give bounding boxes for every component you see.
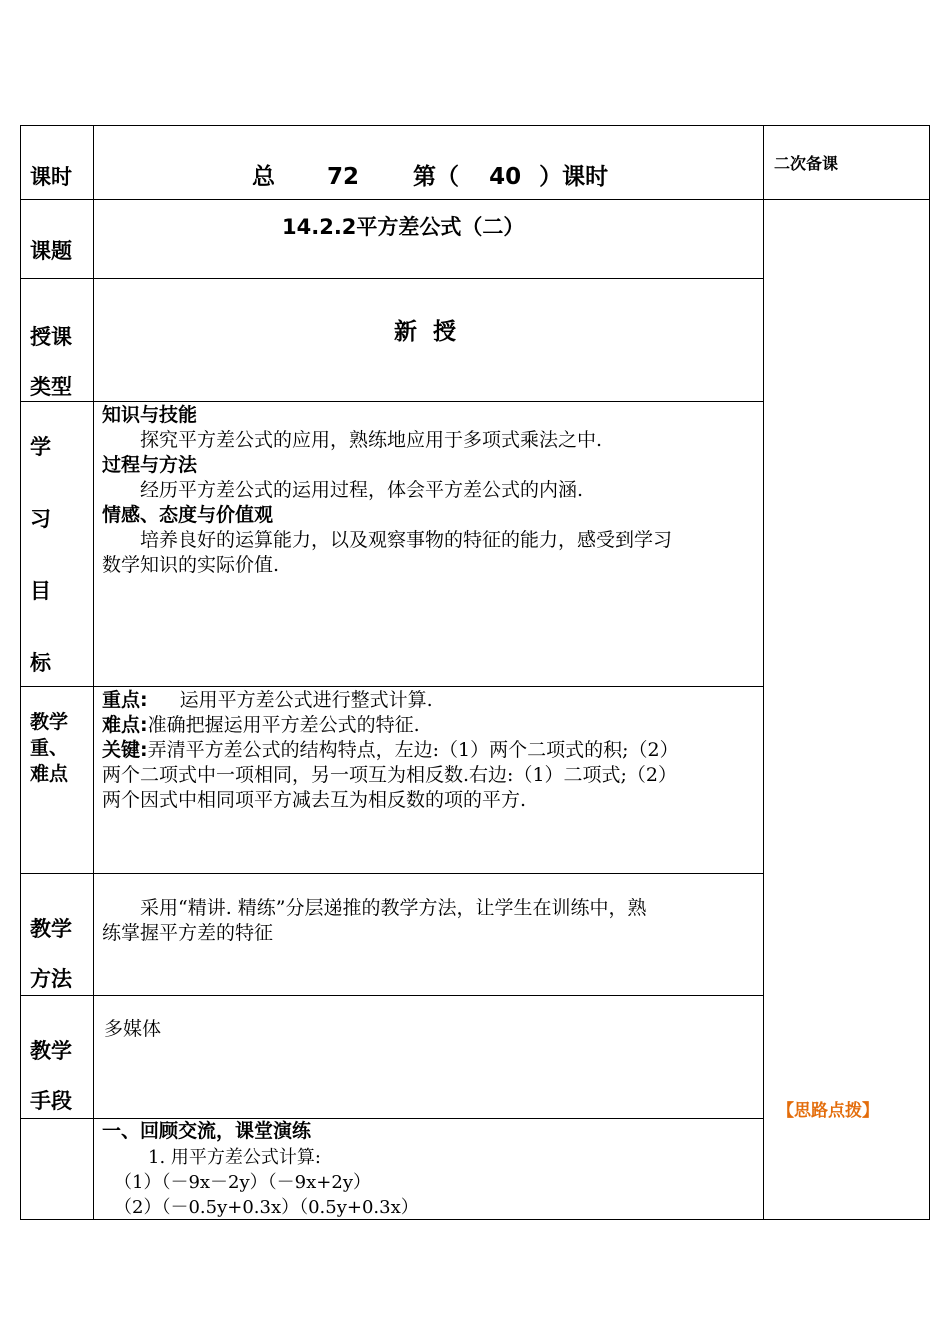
objectives-content xyxy=(102,403,758,578)
method-line-1: 采用“精讲. 精练”分层递推的教学方法，让学生在训练中，熟 xyxy=(140,897,647,919)
thinking-tip: 【思路点拨】 xyxy=(777,1101,879,1121)
secondary-prep-label: 二次备课 xyxy=(774,154,839,173)
lesson-number: 40 xyxy=(489,164,522,190)
exercise-block xyxy=(114,1145,419,1220)
content-heading: 一、回顾交流，课堂演练 xyxy=(102,1120,312,1142)
lesson-label: 课时 xyxy=(30,165,72,189)
lesson-count xyxy=(252,158,608,191)
keypoints-content xyxy=(102,688,762,813)
keypoints-label: 教学 重、 难点 xyxy=(30,711,69,785)
exercise-2: （2）（－0.5y+0.3x）（0.5y+0.3x） xyxy=(114,1197,419,1218)
method-label: 教学 方法 xyxy=(30,917,72,991)
lesson-type-label: 授课 类型 xyxy=(30,325,72,399)
values-text-1: 培养良好的运算能力，以及观察事物的特征的能力，感受到学习 xyxy=(140,529,673,551)
means-label: 教学 手段 xyxy=(30,1039,72,1113)
lesson-content xyxy=(102,1119,762,1144)
crux-point-3: 两个因式中相同项平方减去互为相反数的项的平方. xyxy=(102,789,527,811)
values-text-2: 数学知识的实际价值. xyxy=(102,554,280,576)
values-heading: 情感、态度与价值观 xyxy=(102,504,274,526)
objectives-label: 学 习 目 标 xyxy=(30,435,51,675)
knowledge-heading: 知识与技能 xyxy=(102,404,198,426)
topic-title: 14.2.2平方差公式（二） xyxy=(282,215,525,239)
lesson-suffix: ）课时 xyxy=(539,164,609,190)
crux-point-2: 两个二项式中一项相同，另一项互为相反数.右边:（1）二项式;（2） xyxy=(102,764,678,786)
topic-label: 课题 xyxy=(30,239,72,263)
knowledge-text: 探究平方差公式的应用，熟练地应用于多项式乘法之中. xyxy=(140,429,603,451)
lesson-plan-table xyxy=(20,125,930,1220)
key-point: 重点: 运用平方差公式进行整式计算. xyxy=(102,689,433,711)
exercise-1: （1）（－9x－2y）（－9x+2y） xyxy=(114,1172,371,1193)
total-word: 总 xyxy=(252,164,275,190)
method-line-2: 练掌握平方差的特征 xyxy=(102,922,274,944)
lesson-type-value: 新 授 xyxy=(394,319,457,345)
exercise-question: 1. 用平方差公式计算: xyxy=(148,1147,321,1168)
difficult-point: 难点:准确把握运用平方差公式的特征. xyxy=(102,714,420,736)
process-heading: 过程与方法 xyxy=(102,454,198,476)
crux-point: 关键:弄清平方差公式的结构特点，左边:（1）两个二项式的积;（2） xyxy=(102,739,679,761)
total-number: 72 xyxy=(327,164,360,190)
means-value: 多媒体 xyxy=(104,1018,162,1040)
process-text: 经历平方差公式的运用过程，体会平方差公式的内涵. xyxy=(140,479,584,501)
method-content xyxy=(102,896,762,946)
di-word: 第（ xyxy=(413,164,460,190)
